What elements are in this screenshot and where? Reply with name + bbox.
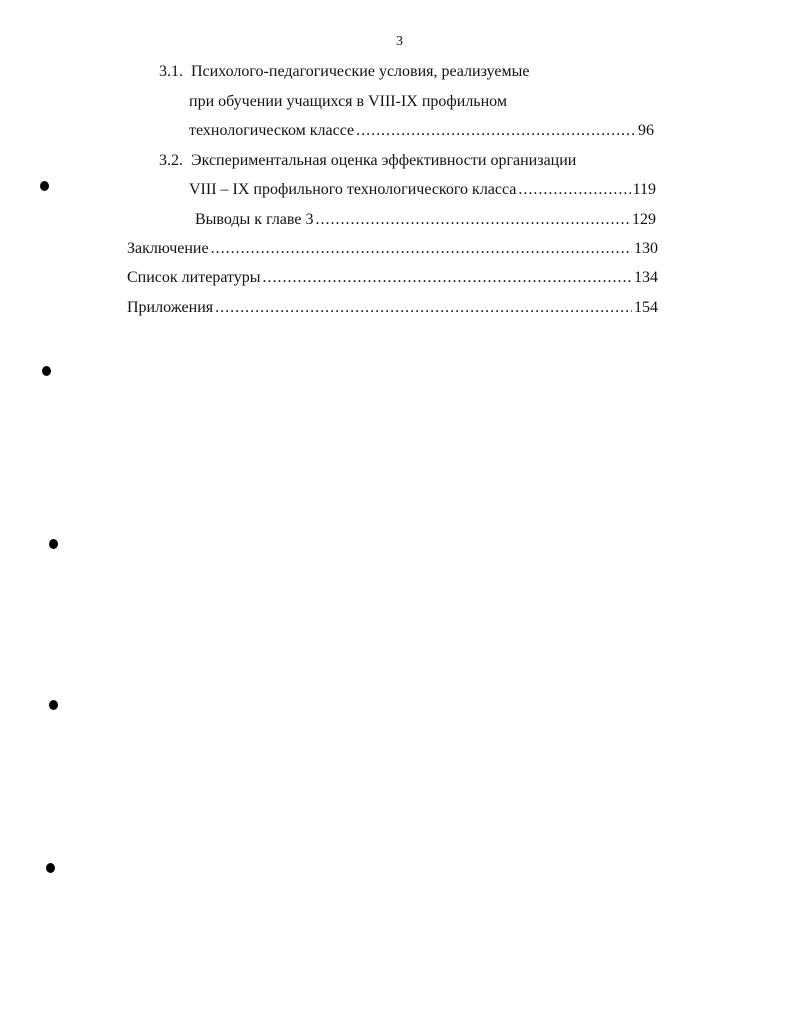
toc-entry-3-2-title-line2: VIII – IX профильного технологического класса — [189, 181, 517, 198]
toc-entry-conclusions-chapter-3-page: 129 — [632, 211, 656, 228]
dot-leader — [518, 180, 630, 200]
toc-entry-references-label: Список литературы — [127, 269, 261, 286]
toc-entry-3-2-title-line1: Экспериментальная оценка эффективности организации — [191, 152, 577, 169]
punch-hole-mark — [40, 181, 49, 191]
toc-entry-3-1-title-line3: технологическом классе — [189, 122, 355, 139]
punch-hole-mark — [46, 863, 55, 873]
toc-entry-conclusion-label: Заключение — [127, 240, 209, 257]
toc-entry-3-2-number: 3.2. — [159, 152, 183, 169]
toc-entry-conclusion[interactable] — [127, 239, 658, 259]
toc-entry-3-2-page: 119 — [632, 181, 656, 198]
dot-leader — [211, 239, 632, 259]
punch-hole-mark — [42, 366, 51, 376]
dot-leader — [315, 210, 630, 230]
dot-leader — [356, 121, 636, 141]
toc-entry-appendices-label: Приложения — [127, 299, 214, 316]
toc-entry-3-1-page: 96 — [638, 122, 654, 139]
toc-entry-3-2-heading — [159, 151, 576, 171]
toc-entry-conclusions-chapter-3-label: Выводы к главе 3 — [195, 211, 314, 228]
toc-entry-3-1-heading — [159, 62, 529, 82]
punch-hole-mark — [49, 700, 58, 710]
toc-entry-conclusion-page: 130 — [634, 240, 658, 257]
toc-entry-appendices-page: 154 — [634, 299, 658, 316]
dot-leader — [263, 268, 632, 288]
toc-entry-appendices[interactable] — [127, 298, 658, 318]
toc-entry-3-2-last-line[interactable] — [189, 180, 656, 200]
toc-entry-conclusions-chapter-3[interactable] — [195, 210, 656, 230]
toc-entry-3-1-last-line[interactable] — [189, 121, 654, 141]
toc-entry-3-1-number: 3.1. — [159, 63, 183, 80]
dot-leader — [215, 298, 632, 318]
toc-entry-3-1-title-line2: при обучении учащихся в VIII-IX профильном — [189, 93, 507, 110]
page-number: 3 — [396, 34, 403, 49]
toc-entry-references-page: 134 — [634, 269, 658, 286]
toc-entry-3-1-title-line1: Психолого-педагогические условия, реализуемые — [191, 63, 530, 80]
toc-entry-references[interactable] — [127, 268, 658, 288]
punch-hole-mark — [49, 539, 58, 549]
